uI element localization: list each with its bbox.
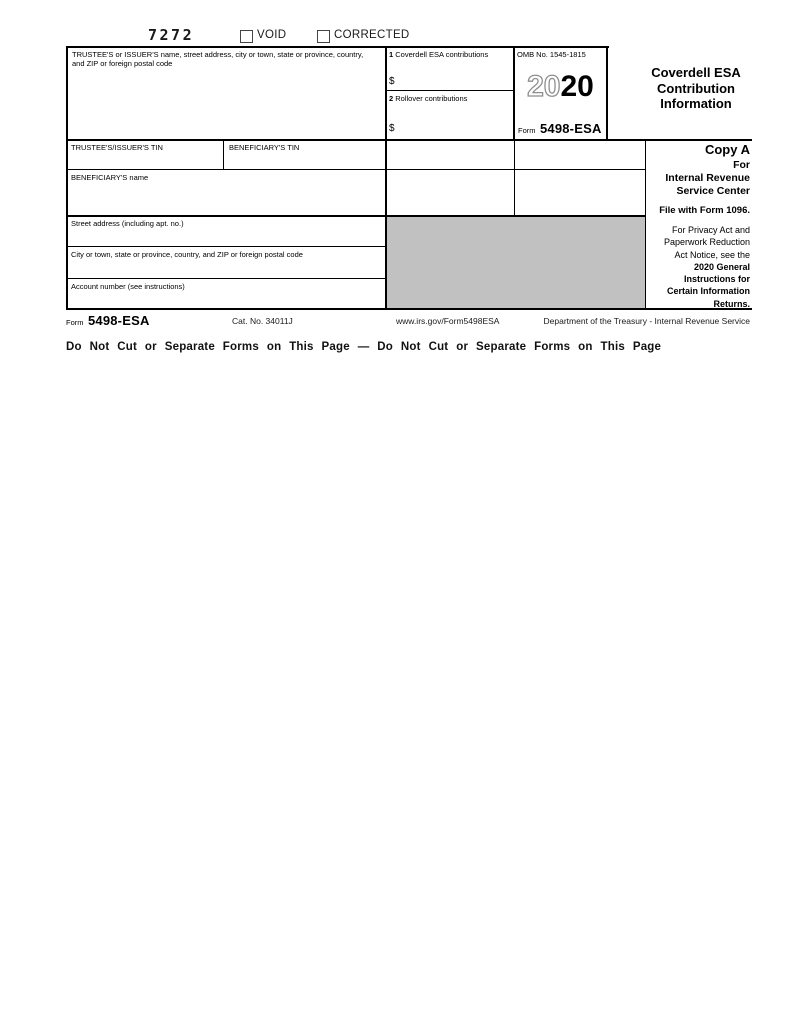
form-code-7272: 7272 — [148, 26, 195, 44]
empty-cell-2 — [515, 141, 645, 169]
trustee-info-cell[interactable] — [68, 48, 383, 138]
irs-url[interactable]: www.irs.gov/Form5498ESA — [396, 316, 500, 326]
box2-rollover-contributions-cell[interactable] — [387, 92, 513, 138]
beneficiary-tin-cell[interactable] — [225, 142, 384, 168]
copy-a-column — [646, 141, 750, 308]
form-title-line2: Contribution — [657, 80, 735, 96]
street-address-cell[interactable] — [68, 217, 384, 245]
file-with-label: File with Form 1096. — [659, 205, 750, 216]
box1-label — [387, 48, 513, 61]
privacy-line4: 2020 General — [693, 261, 750, 272]
footer-form-id — [66, 312, 150, 330]
form-number-block — [518, 120, 602, 138]
box1-number: 1 — [389, 50, 394, 59]
beneficiary-name-label: BENEFICIARY'S name — [71, 173, 149, 182]
void-label: VOID — [257, 29, 287, 41]
box1-coverdell-contributions-cell[interactable] — [387, 48, 513, 90]
line — [66, 246, 386, 247]
privacy-line1: For Privacy Act and — [671, 225, 750, 235]
account-number-cell[interactable] — [68, 280, 384, 307]
catalog-number: Cat. No. 34011J — [232, 316, 293, 326]
year-outline-digits: 20 — [527, 70, 561, 103]
account-number-label: Account number (see instructions) — [71, 282, 185, 291]
street-address-label: Street address (including apt. no.) — [71, 219, 184, 228]
corrected-label: CORRECTED — [334, 29, 410, 41]
footer-form-number: 5498-ESA — [87, 313, 150, 328]
do-not-cut-notice: Do Not Cut or Separate Forms on This Page — Do Not Cut or Separate Forms on This Page — [66, 341, 662, 353]
city-label: City or town, state or province, country, and ZIP or foreign postal code — [71, 250, 303, 259]
corrected-checkbox[interactable] — [317, 30, 330, 43]
line — [606, 46, 608, 141]
form-title-line1: Coverdell ESA — [651, 65, 741, 80]
line — [385, 90, 514, 91]
trustee-tin-label: TRUSTEE'S/ISSUER'S TIN — [71, 143, 163, 152]
copy-a-title: Copy A — [704, 142, 750, 157]
privacy-line7: Returns. — [713, 298, 750, 309]
year-bold-digits: 20 — [560, 70, 594, 103]
omb-year-cell — [515, 48, 606, 138]
privacy-line2: Paperwork Reduction — [663, 237, 750, 248]
copy-a-irs2: Service Center — [676, 185, 750, 197]
beneficiary-name-cell[interactable] — [68, 171, 384, 214]
privacy-notice — [646, 224, 750, 310]
privacy-line3: Act Notice, see the — [674, 249, 750, 260]
box2-label — [387, 92, 513, 105]
copy-a-for: For — [733, 159, 750, 171]
form-prefix: Form — [518, 126, 536, 135]
void-checkbox[interactable] — [240, 30, 253, 43]
box2-number: 2 — [389, 94, 394, 103]
line — [223, 141, 224, 170]
trustee-tin-cell[interactable] — [68, 142, 222, 168]
box2-label-text: Rollover contributions — [395, 94, 468, 103]
omb-number-label: OMB No. 1545-1815 — [517, 50, 586, 59]
empty-cell-4 — [515, 170, 645, 215]
department-label: Department of the Treasury - Internal Revenue Service — [543, 316, 750, 326]
box1-label-text: Coverdell ESA contributions — [395, 50, 489, 59]
box1-dollar-sign: $ — [389, 76, 395, 87]
form-title — [640, 65, 752, 112]
shaded-area — [386, 216, 645, 308]
privacy-line6: Certain Information — [666, 286, 750, 297]
form-number: 5498-ESA — [539, 121, 602, 136]
footer-form-prefix: Form — [66, 318, 84, 327]
beneficiary-tin-label: BENEFICIARY'S TIN — [229, 143, 300, 152]
empty-cell-1 — [387, 141, 514, 169]
tax-year — [515, 72, 606, 102]
trustee-info-label: TRUSTEE'S or ISSUER'S name, street address, city or town, state or province, country, and ZIP or foreign postal code — [72, 50, 364, 68]
copy-a-irs1: Internal Revenue — [665, 172, 750, 184]
privacy-line5: Instructions for — [683, 274, 750, 285]
city-cell[interactable] — [68, 248, 384, 277]
form-title-line3: Information — [660, 96, 732, 111]
line — [66, 278, 386, 279]
box2-dollar-sign: $ — [389, 123, 395, 134]
empty-cell-3 — [387, 170, 514, 215]
